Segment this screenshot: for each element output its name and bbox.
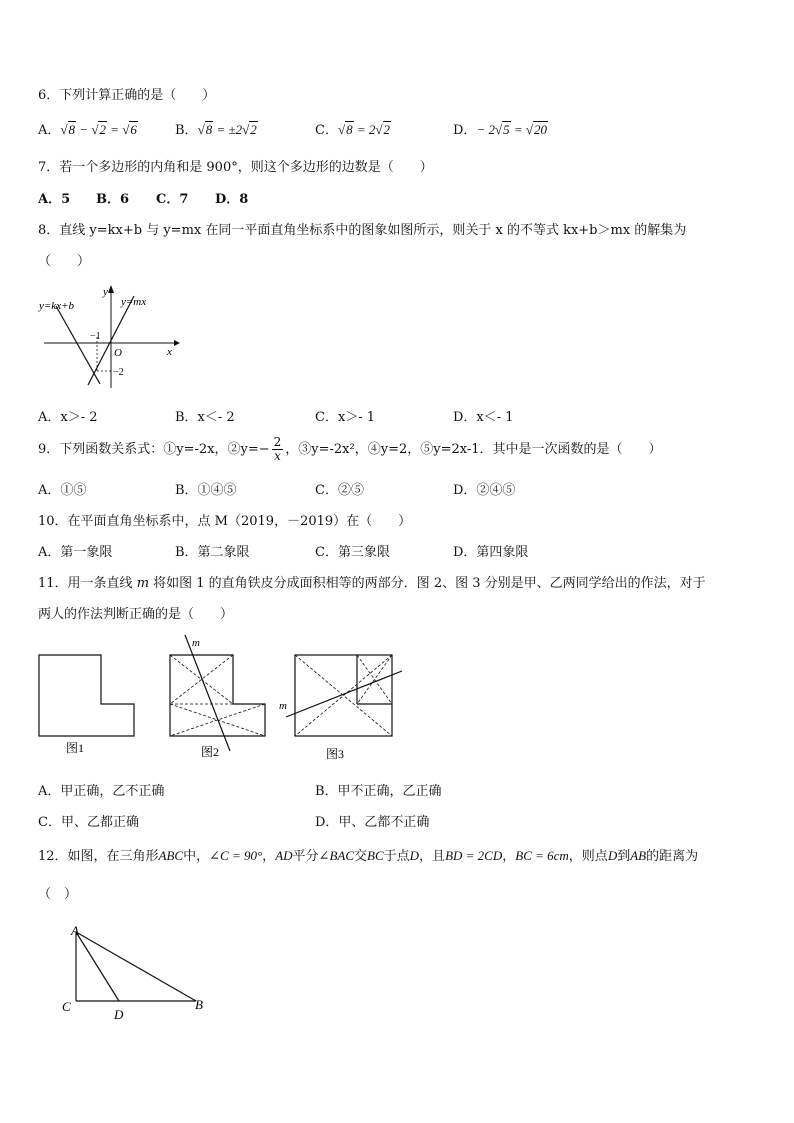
operator: = 2: [353, 122, 376, 137]
q7-option-b[interactable]: B．6: [96, 192, 130, 207]
point-d: D: [607, 848, 618, 863]
q8-figure: [36, 282, 181, 390]
option-label: A．: [38, 123, 61, 138]
operator: −: [76, 122, 92, 137]
radicand: 5: [503, 122, 510, 137]
angle-bac: ∠BAC: [318, 848, 354, 863]
option-label: D．: [453, 123, 477, 138]
q11-stem-line1: [38, 572, 706, 591]
bd-equation: BD = 2CD: [445, 848, 503, 863]
q8-option-b[interactable]: B．x＜- 2: [175, 410, 235, 425]
q11-figures: [30, 632, 410, 764]
operator: = ±2: [213, 122, 243, 137]
q7-option-c[interactable]: C．7: [156, 192, 189, 207]
q10-option-d[interactable]: D．第四象限: [453, 545, 529, 560]
q12-text: ，: [502, 849, 516, 864]
y-axis-arrow: [108, 285, 114, 293]
side-ab: [76, 932, 196, 1001]
q8-option-d[interactable]: D．x＜- 1: [453, 410, 514, 425]
q11-option-b[interactable]: B．甲不正确，乙正确: [315, 784, 442, 799]
q11-stem-part: 将如图 1 的直角铁皮分成面积相等的两部分．图 2、图 3 分别是甲、乙两同学给出的作法，对于: [149, 576, 706, 591]
vertex-c: C: [62, 999, 71, 1014]
radicand: 2: [250, 122, 257, 137]
q12-paren: （ ）: [38, 887, 78, 902]
segment-bc: BC: [367, 848, 384, 863]
q9-stem: [38, 436, 662, 463]
fig1-caption: 图1: [66, 741, 85, 755]
q7-option-a[interactable]: A．5: [38, 192, 71, 207]
radicand: 2: [99, 122, 106, 137]
radicand: 6: [130, 122, 137, 137]
q12-text: 于点: [383, 849, 410, 864]
q8-stem: 8．直线 y=kx+b 与 y=mx 在同一平面直角坐标系中的图象如图所示，则关于 x 的不等式 kx+b＞mx 的解集为: [38, 223, 687, 238]
q12-text: 的距离为: [646, 849, 699, 864]
bc-length: BC = 6cm: [515, 848, 569, 863]
q9-option-b[interactable]: B．①④⑤: [175, 483, 237, 498]
fig3-m-label: m: [279, 700, 287, 712]
fig2-caption: 图2: [201, 745, 220, 759]
label-x-axis: x: [167, 346, 172, 358]
numerator: 2: [273, 435, 282, 449]
operator: =: [510, 122, 526, 137]
option-label: B．: [175, 123, 198, 138]
q11-stem-line2: 两人的作法判断正确的是（ ）: [38, 607, 234, 622]
q10-stem: 10．在平面直角坐标系中，点 M（2019，－2019）在（ ）: [38, 514, 412, 529]
radicand: 20: [534, 122, 548, 137]
segment-ab: AB: [630, 848, 647, 863]
label-line-kx-plus-b: y=kx+b: [39, 300, 74, 312]
q11-option-c[interactable]: C．甲、乙都正确: [38, 815, 139, 830]
line-kx-plus-b: [56, 306, 100, 384]
coefficient: − 2: [476, 122, 495, 137]
q8-option-a[interactable]: A．x＞- 2: [38, 410, 98, 425]
q12-text: 平分: [292, 849, 319, 864]
q10-option-a[interactable]: A．第一象限: [38, 545, 113, 560]
q6-option-d[interactable]: D．− 2√5 = √20: [453, 122, 548, 138]
fig3-caption: 图3: [326, 747, 345, 761]
q12-text: ，: [262, 849, 276, 864]
denominator: x: [274, 449, 281, 463]
radicand: 8: [68, 122, 76, 137]
q12-triangle-figure: [56, 918, 216, 1022]
q7-option-d[interactable]: D．8: [215, 192, 249, 207]
radicand: 8: [346, 122, 353, 137]
label-origin: O: [114, 347, 122, 359]
q11-option-a[interactable]: A．甲正确，乙不正确: [38, 784, 165, 799]
q12-text: ，则点: [568, 849, 608, 864]
vertex-d: D: [114, 1007, 124, 1022]
q12-text: 中，: [183, 849, 210, 864]
q8-option-c[interactable]: C．x＞- 1: [315, 410, 376, 425]
triangle-abc: ABC: [158, 848, 184, 863]
point-d: D: [409, 848, 420, 863]
q6-option-b[interactable]: B．√8 = ±2√2: [175, 122, 257, 138]
q12-text: 到: [617, 849, 631, 864]
q12-text: 交: [354, 849, 368, 864]
line-m: m: [136, 576, 150, 591]
radicand: 8: [205, 122, 213, 137]
fig1-l-shape: [39, 655, 134, 736]
fig2-l-shape: [170, 655, 265, 736]
label-line-mx: y=mx: [121, 296, 147, 308]
option-label: C．: [315, 123, 338, 138]
q10-option-c[interactable]: C．第三象限: [315, 545, 390, 560]
q6-option-a[interactable]: A．√8 − √2 = √6: [38, 122, 137, 138]
fig2-m-label: m: [192, 637, 200, 649]
radicand: 2: [383, 122, 391, 137]
q11-option-d[interactable]: D．甲、乙都不正确: [315, 815, 430, 830]
q9-stem-pre: 9．下列函数关系式：①y=-2x，②y=−: [38, 442, 270, 457]
q12-stem: [38, 845, 698, 864]
segment-ad: AD: [275, 848, 293, 863]
q9-option-c[interactable]: C．②⑤: [315, 483, 364, 498]
label-minus-1: −1: [90, 331, 101, 342]
q12-text: ，且: [419, 849, 446, 864]
q9-option-a[interactable]: A．①⑤: [38, 483, 87, 498]
angle-c: ∠C = 90°: [209, 848, 263, 863]
q6-option-c[interactable]: C．√8 = 2√2: [315, 122, 391, 138]
label-y-axis: y: [103, 286, 108, 298]
q11-stem-part: 11．用一条直线: [38, 576, 137, 591]
q12-text: 12．如图，在三角形: [38, 849, 159, 864]
fraction-2-over-x: [272, 436, 284, 463]
q10-option-b[interactable]: B．第二象限: [175, 545, 250, 560]
vertex-b: B: [195, 997, 203, 1012]
q7-stem: 7．若一个多边形的内角和是 900°，则这个多边形的边数是（ ）: [38, 160, 433, 175]
operator: =: [106, 122, 123, 137]
q6-stem: 6．下列计算正确的是（ ）: [38, 88, 216, 103]
x-axis-arrow: [174, 340, 180, 346]
q9-option-d[interactable]: D．②④⑤: [453, 483, 516, 498]
fig2-line-m: [185, 635, 230, 751]
segment-ad-line: [76, 932, 119, 1001]
q8-paren: （ ）: [38, 254, 91, 269]
label-minus-2: −2: [113, 367, 124, 378]
vertex-a: A: [71, 923, 79, 938]
q9-stem-post: ，③y=-2x²，④y=2，⑤y=2x-1．其中是一次函数的是（ ）: [285, 442, 662, 457]
